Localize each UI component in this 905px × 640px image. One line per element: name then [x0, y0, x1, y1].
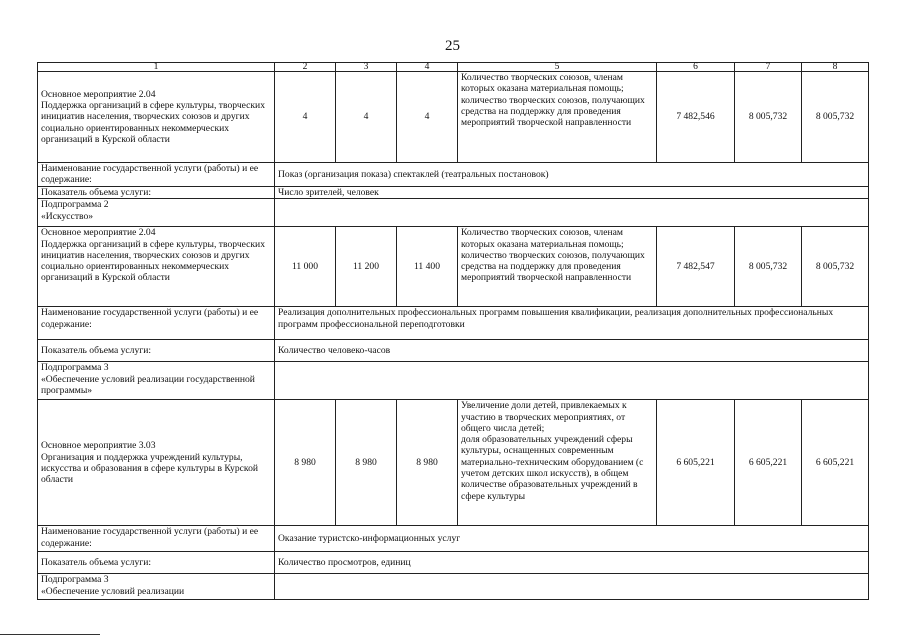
subprogram-empty-cell: [275, 574, 869, 600]
column-number-cell: 2: [275, 63, 336, 72]
subprogram-row: [38, 199, 869, 227]
finance-value-cell: 8 005,732: [802, 227, 869, 307]
volume-row: [38, 187, 869, 199]
finance-value-cell: 6 605,221: [735, 400, 802, 526]
activity-name-cell: Основное мероприятие 2.04 Поддержка организаций в сфере культуры, творческих инициатив населения, творческих союзов и других социально ориентированных некоммерческих организаций в Курской области: [38, 72, 275, 163]
indicator-value-cell: 11 000: [275, 227, 336, 307]
volume-label-cell: Показатель объема услуги:: [38, 340, 275, 362]
service-label-cell: Наименование государственной услуги (работы) и ее содержание:: [38, 526, 275, 552]
indicator-value-cell: 8 980: [336, 400, 397, 526]
volume-value-cell: Количество просмотров, единиц: [275, 552, 869, 574]
column-number-row: [38, 63, 869, 72]
finance-value-cell: 6 605,221: [802, 400, 869, 526]
service-value-cell: Оказание туристско-информационных услуг: [275, 526, 869, 552]
indicator-value-cell: 11 200: [336, 227, 397, 307]
service-value-cell: Показ (организация показа) спектаклей (театральных постановок): [275, 163, 869, 187]
volume-row: [38, 340, 869, 362]
page-number: 25: [445, 38, 460, 54]
column-number-cell: 1: [38, 63, 275, 72]
service-label-cell: Наименование государственной услуги (работы) и ее содержание:: [38, 163, 275, 187]
indicator-name-cell: Увеличение доли детей, привлекаемых к участию в творческих мероприятиях, от общего числа детей; доля образовательных учреждений сферы культуры, оснащенных современным материально-техническим оборудованием (с учетом детских школ искусств), в общем количестве образовательных учреждений в сфере культуры: [458, 400, 657, 526]
activity-name-cell: Основное мероприятие 2.04 Поддержка организаций в сфере культуры, творческих инициатив населения, творческих союзов и других социально ориентированных некоммерческих организаций в Курской области: [38, 227, 275, 307]
volume-label-cell: Показатель объема услуги:: [38, 187, 275, 199]
finance-value-cell: 8 005,732: [735, 72, 802, 163]
column-number-cell: 8: [802, 63, 869, 72]
indicator-name-cell: Количество творческих союзов, членам которых оказана материальная помощь; количество творческих союзов, получающих средства на поддержку для проведения мероприятий творческой направленности: [458, 72, 657, 163]
finance-value-cell: 8 005,732: [735, 227, 802, 307]
subprogram-label-cell: Подпрограмма 3 «Обеспечение условий реализации: [38, 574, 275, 600]
indicator-value-cell: 4: [397, 72, 458, 163]
service-label-cell: Наименование государственной услуги (работы) и ее содержание:: [38, 307, 275, 340]
indicator-value-cell: 8 980: [275, 400, 336, 526]
subprogram-empty-cell: [275, 362, 869, 400]
finance-value-cell: 6 605,221: [657, 400, 735, 526]
indicator-value-cell: 4: [275, 72, 336, 163]
volume-label-cell: Показатель объема услуги:: [38, 552, 275, 574]
indicator-value-cell: 11 400: [397, 227, 458, 307]
finance-value-cell: 7 482,546: [657, 72, 735, 163]
subprogram-label-cell: Подпрограмма 2 «Искусство»: [38, 199, 275, 227]
indicator-value-cell: 4: [336, 72, 397, 163]
subprogram-row: [38, 574, 869, 600]
activity-row: [38, 227, 869, 307]
finance-value-cell: 7 482,547: [657, 227, 735, 307]
column-number-cell: 6: [657, 63, 735, 72]
service-row: [38, 163, 869, 187]
activity-row: [38, 400, 869, 526]
column-number-cell: 4: [397, 63, 458, 72]
subprogram-row: [38, 362, 869, 400]
finance-value-cell: 8 005,732: [802, 72, 869, 163]
indicator-name-cell: Количество творческих союзов, членам которых оказана материальная помощь; количество творческих союзов, получающих средства на поддержку для проведения мероприятий творческой направленности: [458, 227, 657, 307]
subprogram-empty-cell: [275, 199, 869, 227]
volume-row: [38, 552, 869, 574]
volume-value-cell: Количество человеко-часов: [275, 340, 869, 362]
service-value-cell: Реализация дополнительных профессиональных программ повышения квалификации, реализация дополнительных профессиональных программ профессиональной переподготовки: [275, 307, 869, 340]
column-number-cell: 5: [458, 63, 657, 72]
service-row: [38, 526, 869, 552]
volume-value-cell: Число зрителей, человек: [275, 187, 869, 199]
bottom-left-rule: [0, 634, 100, 635]
column-number-cell: 3: [336, 63, 397, 72]
indicator-value-cell: 8 980: [397, 400, 458, 526]
state-task-table: [37, 62, 869, 600]
activity-name-cell: Основное мероприятие 3.03 Организация и поддержка учреждений культуры, искусства и образования в сфере культуры в Курской области: [38, 400, 275, 526]
activity-row: [38, 72, 869, 163]
subprogram-label-cell: Подпрограмма 3 «Обеспечение условий реализации государственной программы»: [38, 362, 275, 400]
service-row: [38, 307, 869, 340]
column-number-cell: 7: [735, 63, 802, 72]
